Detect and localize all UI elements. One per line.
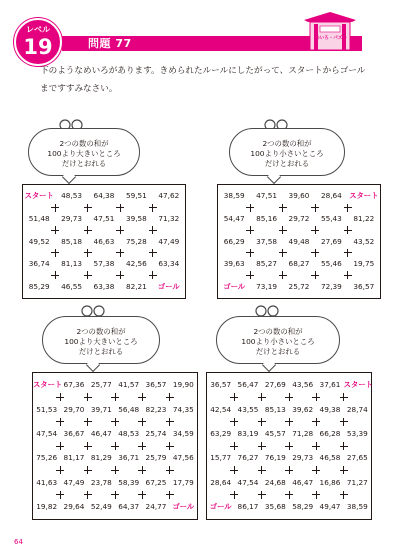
maze-cell: 64,37 (118, 501, 140, 511)
grid-cross-mark (312, 442, 320, 450)
level-label: レベル (26, 25, 50, 34)
grid-cross-mark (258, 442, 266, 450)
grid-cross-mark (344, 271, 352, 279)
maze-cell: 71,32 (158, 213, 180, 223)
maze-cell: 66,29 (223, 236, 245, 246)
maze-cell: ゴール (223, 281, 246, 291)
grid-cross-mark (344, 249, 352, 257)
grid-cross-mark (285, 466, 293, 474)
maze-cell: 46,58 (319, 453, 341, 463)
maze-cell: 82,21 (125, 281, 147, 291)
maze-cell: 35,68 (264, 501, 286, 511)
grid-cross-mark (111, 491, 119, 499)
maze-cell: 37,61 (319, 380, 341, 390)
maze-cell: 29,70 (63, 404, 85, 414)
maze-cell: 57,38 (93, 259, 115, 269)
grid-cross-mark (344, 204, 352, 212)
grid-cross-mark (344, 226, 352, 234)
maze-cell: 46,47 (90, 428, 112, 438)
corner-label: めいろ・パズル (315, 36, 347, 41)
maze-cell: 36,57 (210, 380, 232, 390)
maze-cell: 36,57 (353, 281, 375, 291)
grid-cross-mark (51, 271, 59, 279)
maze-cell: 72,39 (320, 281, 342, 291)
maze-cell: ゴール (209, 501, 232, 511)
maze-cell: 55,43 (320, 213, 342, 223)
grid-cross-mark (56, 442, 64, 450)
maze-cell: 58,39 (118, 477, 140, 487)
grid-cross-mark (138, 418, 146, 426)
maze-cell: 41,57 (118, 380, 140, 390)
grid-cross-mark (84, 418, 92, 426)
grid-cross-mark (116, 271, 124, 279)
grid-cross-mark (111, 393, 119, 401)
maze-cell: 47,51 (93, 213, 115, 223)
maze-cell: 36,67 (63, 428, 85, 438)
grid-cross-mark (285, 393, 293, 401)
grid-cross-mark (340, 393, 348, 401)
maze-cell: 48,53 (118, 428, 140, 438)
maze-cell: スタート (349, 191, 379, 201)
maze-cell: 71,27 (346, 477, 368, 487)
maze-cell: 39,71 (90, 404, 112, 414)
maze-cell: 25,79 (145, 453, 167, 463)
grid-cross-mark (312, 418, 320, 426)
maze-grid (206, 372, 372, 520)
grid-cross-mark (51, 226, 59, 234)
grid-cross-mark (311, 249, 319, 257)
maze-cell: 66,28 (319, 428, 341, 438)
maze-cell: 25,72 (288, 281, 310, 291)
level-badge (14, 18, 62, 66)
maze-cell: 19,82 (36, 501, 58, 511)
grid-cross-mark (279, 249, 287, 257)
maze-cell: 28,74 (346, 404, 368, 414)
grid-cross-mark (230, 418, 238, 426)
maze-cell: 76,27 (237, 453, 259, 463)
grid-cross-mark (312, 393, 320, 401)
maze-cell: 19,75 (353, 259, 375, 269)
shrine-icon (302, 10, 358, 52)
grid-cross-mark (340, 442, 348, 450)
maze-cell: 56,48 (118, 404, 140, 414)
grid-cross-mark (84, 226, 92, 234)
grid-cross-mark (116, 226, 124, 234)
grid-cross-mark (285, 491, 293, 499)
grid-cross-mark (116, 249, 124, 257)
grid-cross-mark (84, 393, 92, 401)
maze-cell: 28,64 (210, 477, 232, 487)
maze-cell: 47,49 (158, 236, 180, 246)
maze-cell: 75,26 (36, 453, 58, 463)
maze-cell: 39,63 (223, 259, 245, 269)
maze-cell: 38,59 (223, 191, 245, 201)
maze-cell: 47,62 (158, 191, 180, 201)
maze-cell: 38,59 (346, 501, 368, 511)
grid-cross-mark (230, 393, 238, 401)
grid-cross-mark (56, 491, 64, 499)
rule-text: 2つの数の和が 100より大きいところ だけとおれる (47, 139, 121, 168)
grid-cross-mark (84, 491, 92, 499)
maze-cell: 64,38 (93, 191, 115, 201)
maze-cell: 47,56 (172, 453, 194, 463)
maze-cell: 47,51 (256, 191, 278, 201)
maze-cell: 53,39 (346, 428, 368, 438)
grid-cross-mark (340, 466, 348, 474)
maze-puzzle-2 (215, 118, 383, 300)
grid-cross-mark (311, 226, 319, 234)
grid-cross-mark (311, 271, 319, 279)
grid-cross-mark (340, 491, 348, 499)
grid-cross-mark (51, 204, 59, 212)
maze-cell: 29,73 (292, 453, 314, 463)
grid-cross-mark (279, 271, 287, 279)
maze-cell: 63,38 (93, 281, 115, 291)
grid-cross-mark (84, 442, 92, 450)
maze-cell: 59,51 (125, 191, 147, 201)
grid-cross-mark (138, 491, 146, 499)
maze-cell: 36,57 (145, 380, 167, 390)
maze-cell: 36,74 (28, 259, 50, 269)
maze-cell: 42,56 (125, 259, 147, 269)
maze-puzzle-4 (204, 304, 374, 522)
maze-cell: 27,69 (264, 380, 286, 390)
maze-cell: 85,27 (256, 259, 278, 269)
grid-cross-mark (56, 466, 64, 474)
grid-cross-mark (166, 442, 174, 450)
maze-grid (32, 372, 198, 520)
maze-cell: 85,13 (264, 404, 286, 414)
maze-cell: 47,54 (237, 477, 259, 487)
maze-cell: ゴール (172, 501, 195, 511)
maze-cell: 52,49 (90, 501, 112, 511)
maze-cell: 49,47 (319, 501, 341, 511)
maze-cell: 74,35 (172, 404, 194, 414)
grid-cross-mark (56, 418, 64, 426)
maze-cell: 24,68 (264, 477, 286, 487)
rule-bubble (229, 128, 345, 176)
grid-cross-mark (258, 393, 266, 401)
maze-cell: 28,64 (320, 191, 342, 201)
maze-cell: 37,58 (256, 236, 278, 246)
maze-cell: ゴール (157, 281, 180, 291)
grid-cross-mark (166, 418, 174, 426)
rule-bubble (42, 316, 160, 364)
maze-grid (22, 184, 186, 299)
grid-cross-mark (279, 226, 287, 234)
maze-cell: 54,47 (223, 213, 245, 223)
maze-cell: 43,56 (292, 380, 314, 390)
grid-cross-mark (166, 466, 174, 474)
maze-cell: 51,48 (28, 213, 50, 223)
maze-cell: スタート (24, 191, 54, 201)
maze-cell: 29,64 (63, 501, 85, 511)
maze-cell: 46,47 (292, 477, 314, 487)
grid-cross-mark (285, 442, 293, 450)
maze-cell: スタート (33, 380, 63, 390)
level-number: 19 (23, 35, 53, 59)
maze-cell: 76,19 (264, 453, 286, 463)
maze-cell: 49,52 (28, 236, 50, 246)
maze-cell: 29,73 (61, 213, 83, 223)
maze-cell: 49,38 (319, 404, 341, 414)
grid-cross-mark (312, 491, 320, 499)
grid-cross-mark (258, 491, 266, 499)
grid-cross-mark (116, 204, 124, 212)
grid-cross-mark (285, 418, 293, 426)
maze-cell: 43,55 (237, 404, 259, 414)
maze-cell: 83,19 (237, 428, 259, 438)
maze-cell: 49,48 (288, 236, 310, 246)
maze-cell: 46,63 (93, 236, 115, 246)
maze-cell: 81,17 (63, 453, 85, 463)
maze-cell: 51,53 (36, 404, 58, 414)
maze-cell: 85,16 (256, 213, 278, 223)
maze-cell: 19,90 (172, 380, 194, 390)
maze-cell: 15,77 (210, 453, 232, 463)
maze-cell: 25,74 (145, 428, 167, 438)
maze-cell: 63,34 (158, 259, 180, 269)
maze-cell: 47,54 (36, 428, 58, 438)
maze-cell: 16,86 (319, 477, 341, 487)
maze-cell: 39,58 (125, 213, 147, 223)
maze-cell: 45,57 (264, 428, 286, 438)
maze-grid (217, 184, 381, 299)
maze-cell: スタート (343, 380, 373, 390)
grid-cross-mark (230, 491, 238, 499)
maze-cell: 24,77 (145, 501, 167, 511)
maze-puzzle-1 (20, 118, 188, 300)
maze-cell: 29,72 (288, 213, 310, 223)
grid-cross-mark (111, 466, 119, 474)
maze-cell: 39,62 (292, 404, 314, 414)
maze-cell: 85,18 (61, 236, 83, 246)
maze-cell: 67,36 (63, 380, 85, 390)
maze-cell: 58,29 (292, 501, 314, 511)
grid-cross-mark (340, 418, 348, 426)
maze-cell: 75,28 (125, 236, 147, 246)
page-number: 64 (14, 538, 23, 546)
grid-cross-mark (149, 226, 157, 234)
maze-cell: 46,55 (61, 281, 83, 291)
maze-cell: 17,79 (172, 477, 194, 487)
maze-cell: 67,25 (145, 477, 167, 487)
grid-cross-mark (111, 442, 119, 450)
maze-cell: 36,71 (118, 453, 140, 463)
grid-cross-mark (84, 249, 92, 257)
grid-cross-mark (51, 249, 59, 257)
maze-cell: 86,17 (237, 501, 259, 511)
maze-cell: 48,53 (61, 191, 83, 201)
maze-cell: 25,77 (90, 380, 112, 390)
grid-cross-mark (149, 204, 157, 212)
grid-cross-mark (258, 418, 266, 426)
maze-cell: 41,63 (36, 477, 58, 487)
maze-cell: 71,28 (292, 428, 314, 438)
rule-text: 2つの数の和が 100より大きいところ だけとおれる (64, 327, 138, 356)
grid-cross-mark (84, 271, 92, 279)
maze-cell: 82,23 (145, 404, 167, 414)
maze-cell: 81,22 (353, 213, 375, 223)
grid-cross-mark (111, 418, 119, 426)
maze-cell: 42,54 (210, 404, 232, 414)
maze-cell: 55,46 (320, 259, 342, 269)
maze-cell: 56,47 (237, 380, 259, 390)
grid-cross-mark (246, 204, 254, 212)
grid-cross-mark (312, 466, 320, 474)
grid-cross-mark (246, 249, 254, 257)
grid-cross-mark (138, 393, 146, 401)
maze-cell: 63,29 (210, 428, 232, 438)
grid-cross-mark (246, 226, 254, 234)
grid-cross-mark (138, 466, 146, 474)
rule-bubble (216, 316, 340, 364)
grid-cross-mark (230, 466, 238, 474)
maze-cell: 27,69 (320, 236, 342, 246)
grid-cross-mark (246, 271, 254, 279)
maze-cell: 68,27 (288, 259, 310, 269)
grid-cross-mark (166, 393, 174, 401)
maze-cell: 43,52 (353, 236, 375, 246)
grid-cross-mark (279, 204, 287, 212)
grid-cross-mark (166, 491, 174, 499)
rule-text: 2つの数の和が 100より小さいところ だけとおれる (250, 139, 324, 168)
maze-cell: 73,19 (256, 281, 278, 291)
maze-cell: 27,65 (346, 453, 368, 463)
maze-cell: 34,59 (172, 428, 194, 438)
grid-cross-mark (149, 249, 157, 257)
grid-cross-mark (311, 204, 319, 212)
maze-cell: 81,13 (61, 259, 83, 269)
instruction-text: 下のようなめいろがあります。きめられたルールにしたがって、スタートからゴールまですすみなさい。 (40, 66, 366, 94)
grid-cross-mark (138, 442, 146, 450)
grid-cross-mark (258, 466, 266, 474)
maze-puzzle-3 (30, 304, 200, 522)
grid-cross-mark (84, 466, 92, 474)
grid-cross-mark (230, 442, 238, 450)
maze-cell: 23,78 (90, 477, 112, 487)
problem-title: 問題 77 (88, 37, 132, 50)
grid-cross-mark (84, 204, 92, 212)
grid-cross-mark (149, 271, 157, 279)
rule-bubble (28, 128, 140, 176)
grid-cross-mark (56, 393, 64, 401)
maze-cell: 81,29 (90, 453, 112, 463)
maze-cell: 47,49 (63, 477, 85, 487)
maze-cell: 85,29 (28, 281, 50, 291)
maze-cell: 39,60 (288, 191, 310, 201)
rule-text: 2つの数の和が 100より小さいところ だけとおれる (241, 327, 315, 356)
